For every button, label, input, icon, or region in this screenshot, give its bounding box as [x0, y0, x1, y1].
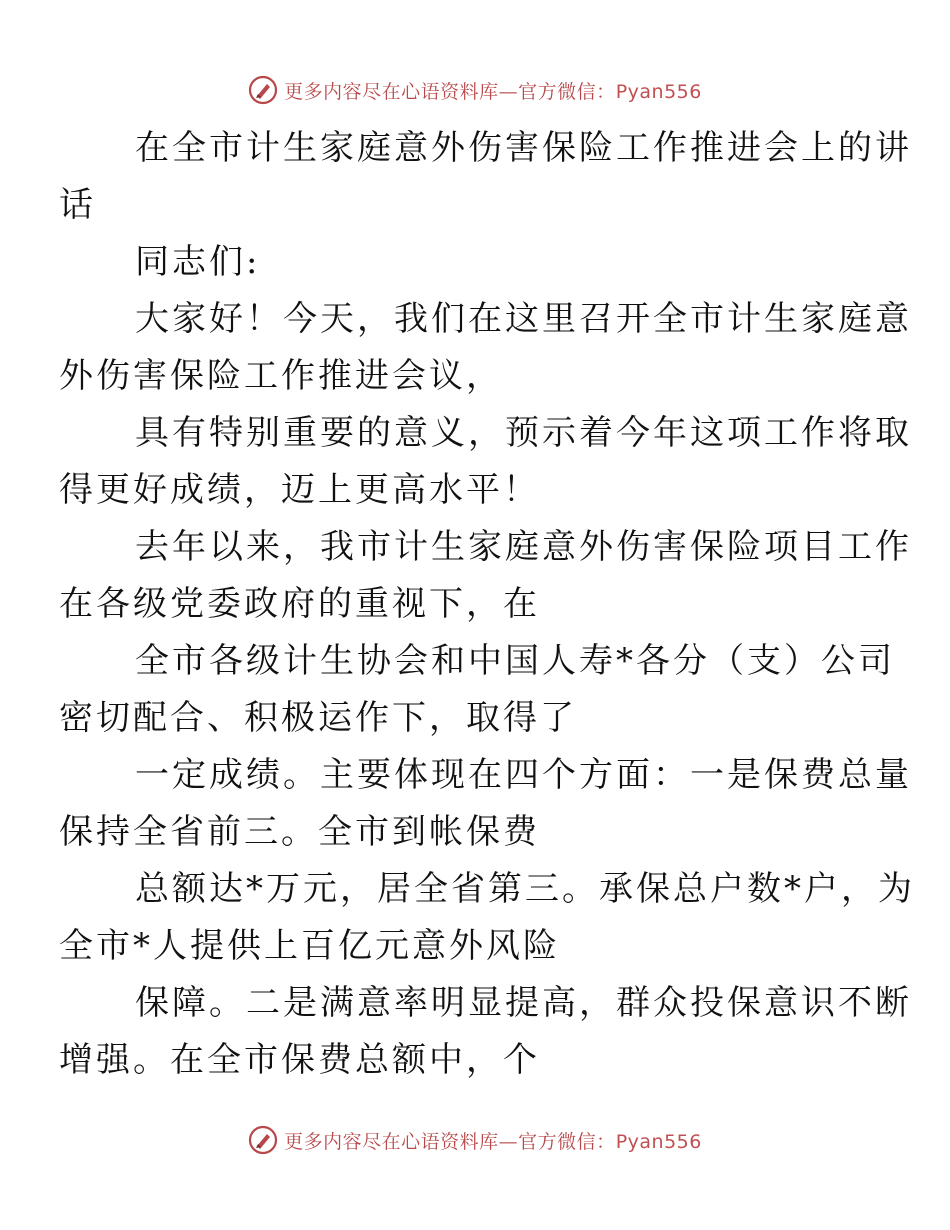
watermark-site: 更多内容尽在心语资料库: [284, 1130, 499, 1153]
paragraph: [59, 975, 912, 1089]
paragraph-line: 外伤害保险工作推进会议，: [59, 356, 503, 396]
paragraph-line: 得更好成绩，迈上更高水平！: [59, 470, 540, 510]
document-title: [59, 120, 912, 234]
watermark-separator: —: [498, 80, 519, 103]
paragraph: [59, 405, 912, 519]
title-line: 话: [59, 185, 96, 225]
watermark-text: [284, 1127, 702, 1154]
watermark-separator: —: [498, 1130, 519, 1153]
document-body: [59, 120, 915, 1089]
watermark-site: 更多内容尽在心语资料库: [284, 80, 499, 103]
header-watermark: [0, 70, 950, 110]
paragraph-line: 一定成绩。主要体现在四个方面：一是保费总量: [135, 755, 912, 795]
watermark-contact-label: 官方微信：: [518, 80, 616, 103]
salutation-text: 同志们:: [135, 242, 261, 282]
paragraph-line: 增强。在全市保费总额中，个: [59, 1040, 540, 1080]
paragraph-line: 保持全省前三。全市到帐保费: [59, 812, 540, 852]
paragraph-line: 大家好！今天，我们在这里召开全市计生家庭意: [135, 299, 912, 339]
paragraph: [59, 519, 912, 633]
paragraph-line: 在各级党委政府的重视下，在: [59, 584, 540, 624]
paragraph-line: 密切配合、积极运作下，取得了: [59, 698, 577, 738]
pen-logo-icon: [248, 1125, 278, 1155]
paragraph: [59, 861, 915, 975]
paragraph-line: 保障。二是满意率明显提高，群众投保意识不断: [135, 983, 912, 1023]
paragraph-line: 全市各级计生协会和中国人寿*各分（支）公司: [135, 641, 895, 681]
footer-watermark: [0, 1120, 950, 1160]
watermark-contact-label: 官方微信：: [518, 1130, 616, 1153]
watermark-contact-id: Pyan556: [615, 1130, 702, 1153]
watermark-text: [284, 77, 702, 104]
paragraph-line: 去年以来，我市计生家庭意外伤害保险项目工作: [135, 527, 912, 567]
pen-logo-icon: [248, 75, 278, 105]
paragraph: [59, 291, 912, 405]
paragraph: [59, 633, 895, 747]
salutation: [97, 234, 857, 291]
paragraph-line: 总额达*万元，居全省第三。承保总户数*户，为: [135, 869, 915, 909]
watermark-contact-id: Pyan556: [615, 80, 702, 103]
paragraph-line: 全市*人提供上百亿元意外风险: [59, 926, 560, 966]
paragraph-line: 具有特别重要的意义，预示着今年这项工作将取: [135, 413, 912, 453]
title-line: 在全市计生家庭意外伤害保险工作推进会上的讲: [135, 128, 912, 168]
paragraph: [59, 747, 912, 861]
